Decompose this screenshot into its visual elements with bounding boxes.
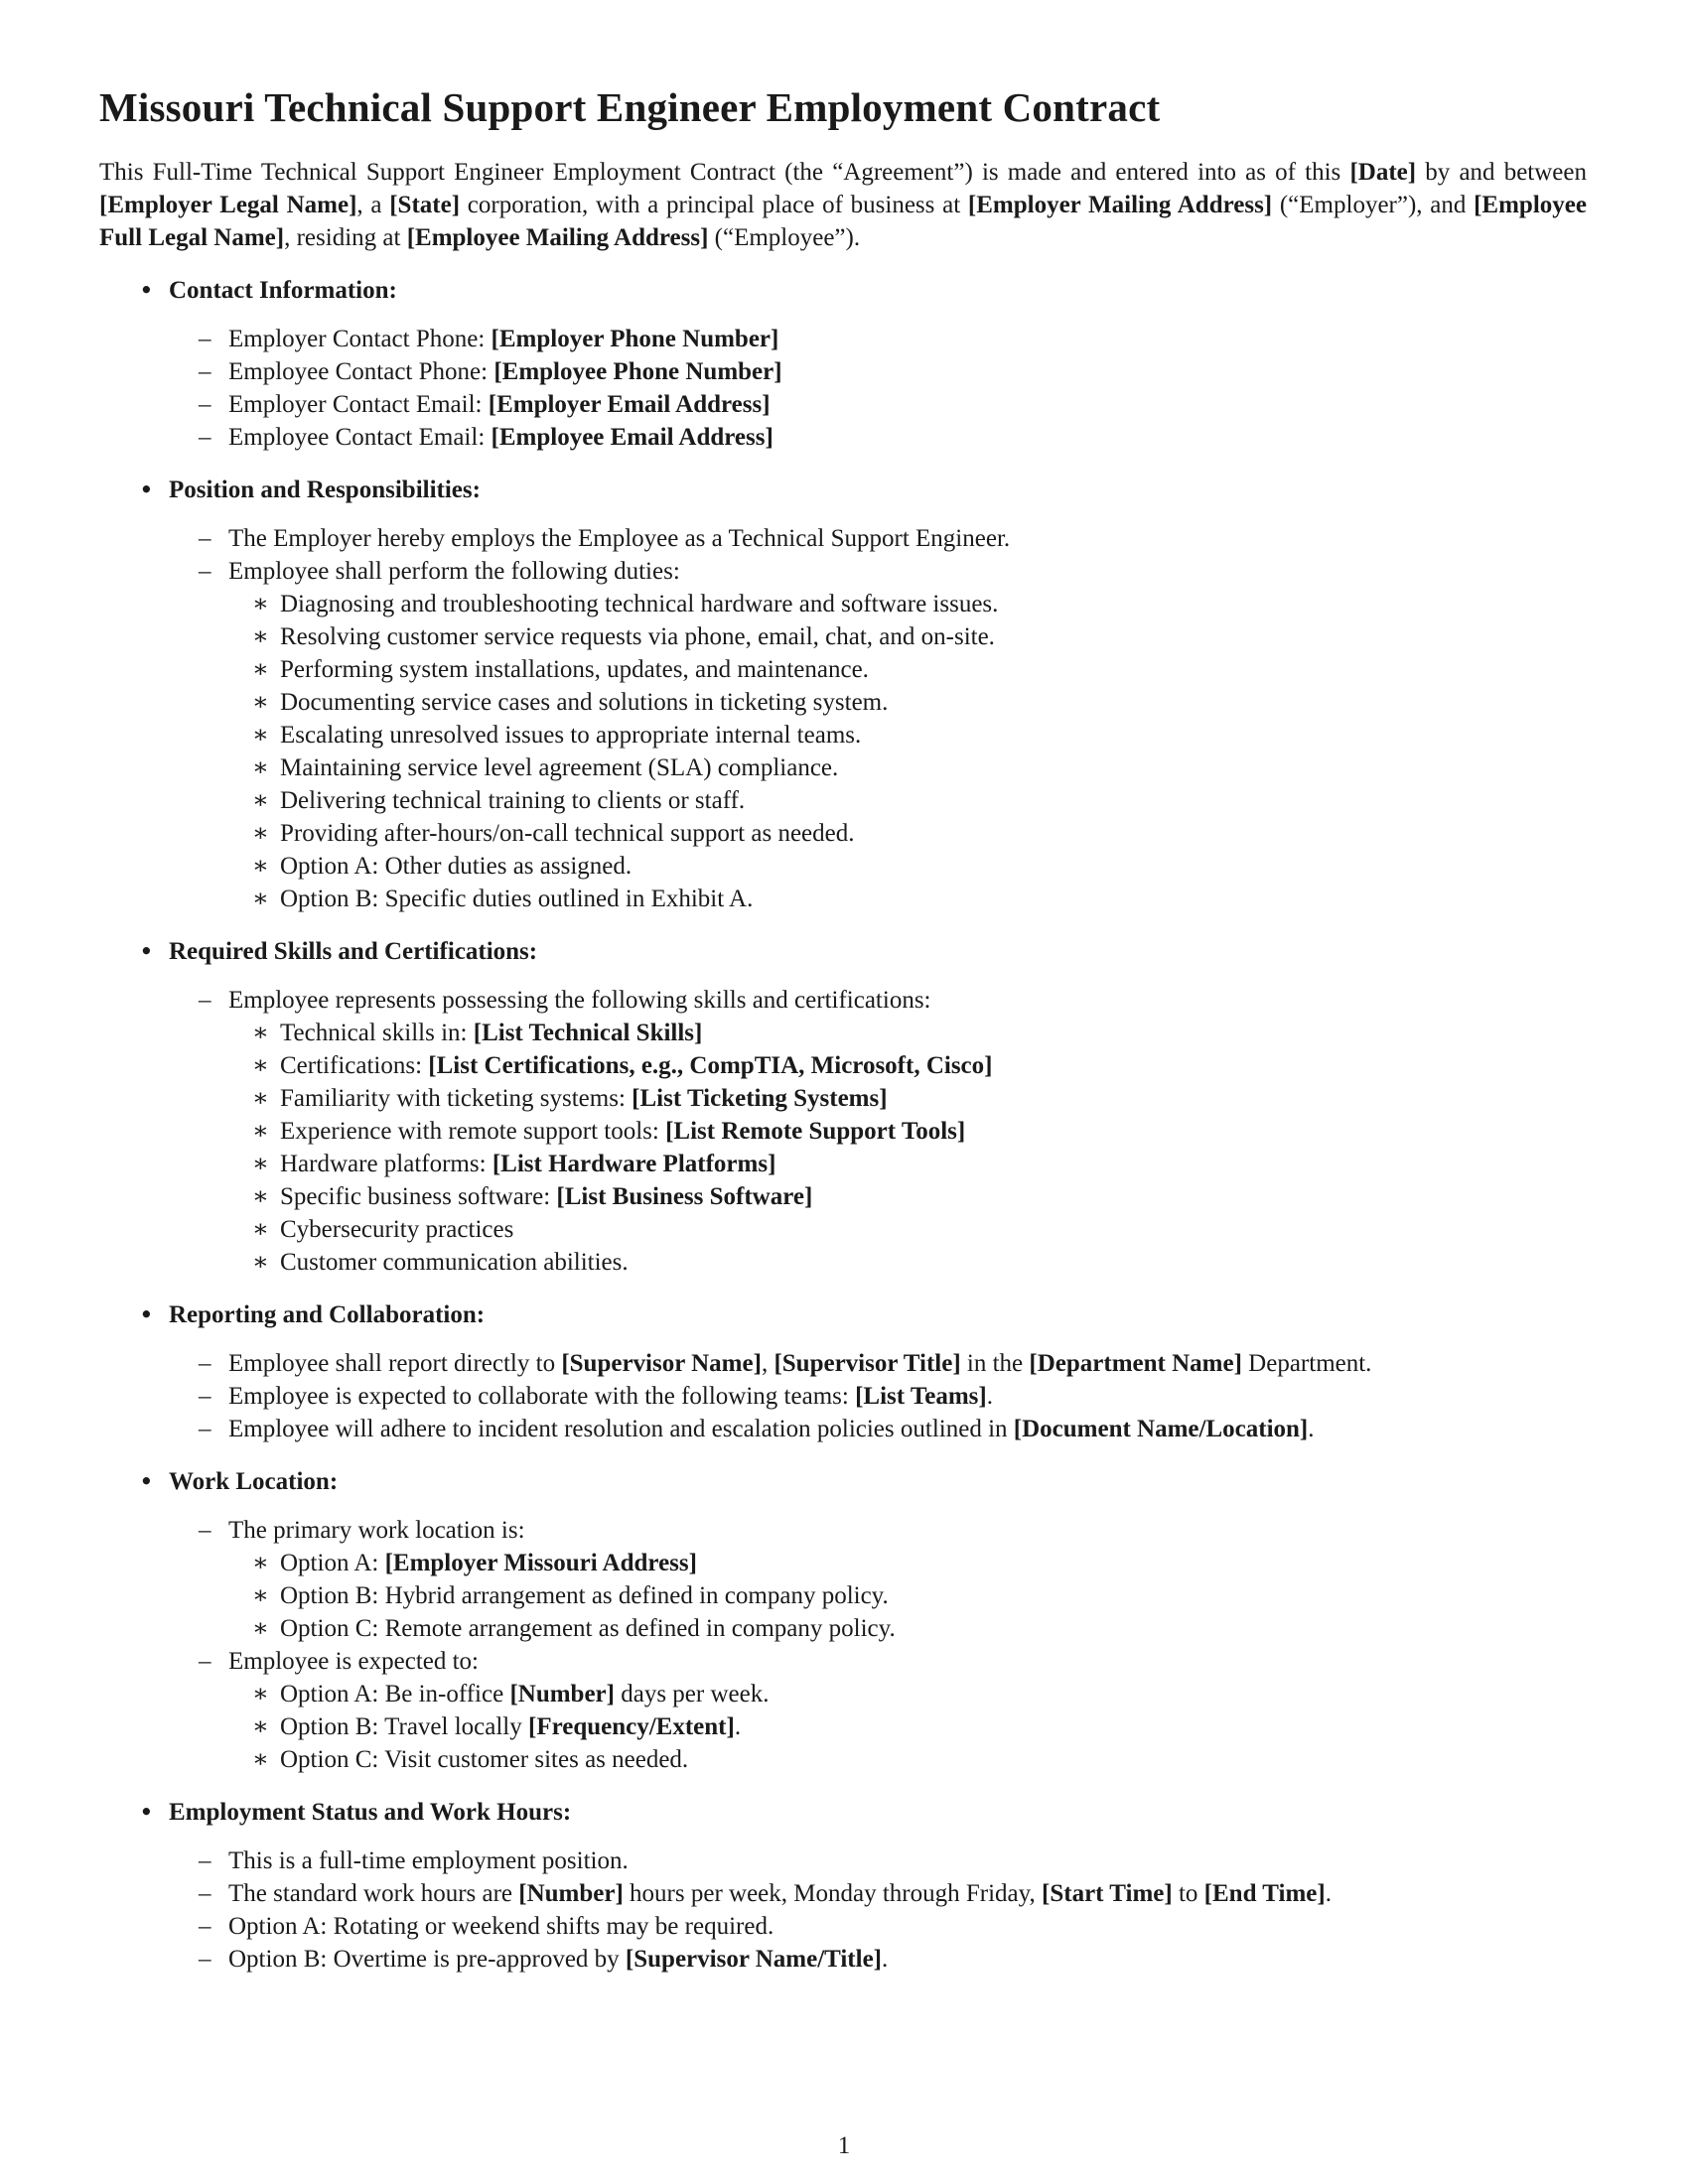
text-run: , <box>761 1350 774 1378</box>
sub-list-item <box>252 1678 1587 1710</box>
sub-item-list <box>228 588 1587 915</box>
dash-icon: – <box>199 326 211 353</box>
section <box>99 1298 1587 1445</box>
placeholder-field: [List Business Software] <box>556 1183 813 1211</box>
asterisk-icon: ∗ <box>252 1249 269 1277</box>
text-run: . <box>1308 1416 1315 1443</box>
text-run: Providing after-hours/on-call technical support as needed. <box>280 820 855 848</box>
bullet-icon: • <box>139 937 154 967</box>
dash-icon: – <box>199 1517 211 1545</box>
document-page <box>99 83 1587 1995</box>
sub-list-item <box>252 1612 1587 1645</box>
asterisk-icon: ∗ <box>252 1681 269 1708</box>
sub-list-item <box>252 1246 1587 1279</box>
item-list <box>99 522 1587 915</box>
placeholder-field: [Number] <box>518 1880 624 1908</box>
asterisk-icon: ∗ <box>252 1216 269 1244</box>
dash-icon: – <box>199 987 211 1015</box>
sub-list-item <box>252 1547 1587 1579</box>
asterisk-icon: ∗ <box>252 1183 269 1211</box>
section-heading: Work Location: <box>169 1468 339 1496</box>
text-run: . <box>1325 1880 1332 1908</box>
dash-icon: – <box>199 358 211 386</box>
placeholder-field: [Employer Mailing Address] <box>967 192 1273 219</box>
text-run: Employer Contact Email: <box>228 391 489 419</box>
dash-icon: – <box>199 1383 211 1411</box>
list-item <box>199 522 1587 555</box>
asterisk-icon: ∗ <box>252 1550 269 1577</box>
text-run: Performing system installations, updates, and maintenance. <box>280 656 869 684</box>
list-item <box>199 355 1587 388</box>
sub-list-item <box>252 1213 1587 1246</box>
list-item <box>199 421 1587 454</box>
placeholder-field: [Department Name] <box>1029 1350 1242 1378</box>
text-run: in the <box>960 1350 1030 1378</box>
list-item <box>199 1877 1587 1910</box>
sub-list-item <box>252 1579 1587 1612</box>
section-heading: Employment Status and Work Hours: <box>169 1799 572 1827</box>
text-run: days per week. <box>614 1681 770 1708</box>
dash-icon: – <box>199 1880 211 1908</box>
placeholder-field: [List Teams] <box>855 1383 987 1411</box>
text-run: Documenting service cases and solutions in ticketing system. <box>280 689 889 717</box>
asterisk-icon: ∗ <box>252 1151 269 1178</box>
list-item <box>199 1645 1587 1776</box>
list-item <box>199 1910 1587 1943</box>
dash-icon: – <box>199 1913 211 1941</box>
asterisk-icon: ∗ <box>252 689 269 717</box>
text-run: Specific business software: <box>280 1183 557 1211</box>
item-list <box>99 323 1587 454</box>
dash-icon: – <box>199 1350 211 1378</box>
bullet-icon: • <box>139 1798 154 1828</box>
text-run: Option B: Travel locally <box>280 1713 528 1741</box>
text-run: Familiarity with ticketing systems: <box>280 1085 633 1113</box>
section-list <box>99 274 1587 1976</box>
placeholder-field: [Start Time] <box>1042 1880 1173 1908</box>
text-run: Technical skills in: <box>280 1020 474 1047</box>
list-item <box>199 1347 1587 1380</box>
dash-icon: – <box>199 424 211 452</box>
list-item <box>199 388 1587 421</box>
text-run: corporation, with a principal place of business at <box>460 192 968 219</box>
text-run: by and between <box>1416 159 1587 187</box>
text-run: Employee is expected to: <box>228 1648 480 1676</box>
placeholder-field: [List Certifications, e.g., CompTIA, Microsoft, Cisco] <box>428 1052 993 1080</box>
sub-list-item <box>252 1148 1587 1180</box>
section-heading: Contact Information: <box>169 277 397 305</box>
placeholder-field: [List Technical Skills] <box>473 1020 703 1047</box>
asterisk-icon: ∗ <box>252 1085 269 1113</box>
placeholder-field: [List Ticketing Systems] <box>632 1085 888 1113</box>
sub-list-item <box>252 686 1587 719</box>
text-run: Escalating unresolved issues to appropriate internal teams. <box>280 722 862 750</box>
asterisk-icon: ∗ <box>252 886 269 913</box>
asterisk-icon: ∗ <box>252 820 269 848</box>
placeholder-field: [Employee Phone Number] <box>493 358 782 386</box>
text-run: (“Employer”), and <box>1272 192 1475 219</box>
list-item <box>199 984 1587 1279</box>
placeholder-field: [End Time] <box>1203 1880 1326 1908</box>
sub-list-item <box>252 817 1587 850</box>
placeholder-field: [Supervisor Name/Title] <box>625 1946 883 1974</box>
placeholder-field: [Supervisor Title] <box>774 1350 961 1378</box>
bullet-icon: • <box>139 1467 154 1497</box>
item-list <box>99 1844 1587 1976</box>
text-run: Department. <box>1241 1350 1372 1378</box>
asterisk-icon: ∗ <box>252 1746 269 1774</box>
text-run: Option A: Other duties as assigned. <box>280 853 633 881</box>
sub-list-item <box>252 620 1587 653</box>
placeholder-field: [Supervisor Name] <box>561 1350 762 1378</box>
text-run: to <box>1172 1880 1204 1908</box>
sub-list-item <box>252 1710 1587 1743</box>
section-heading: Required Skills and Certifications: <box>169 938 538 966</box>
asterisk-icon: ∗ <box>252 591 269 618</box>
sub-item-list <box>228 1547 1587 1645</box>
text-run: Option C: Remote arrangement as defined in company policy. <box>280 1615 896 1643</box>
asterisk-icon: ∗ <box>252 1615 269 1643</box>
sub-item-list <box>228 1678 1587 1776</box>
page-number: 1 <box>837 2132 851 2159</box>
text-run: . <box>986 1383 993 1411</box>
item-list <box>99 1347 1587 1445</box>
sub-list-item <box>252 588 1587 620</box>
text-run: Option C: Visit customer sites as needed. <box>280 1746 689 1774</box>
asterisk-icon: ∗ <box>252 722 269 750</box>
placeholder-field: [Employer Legal Name] <box>99 192 357 219</box>
section <box>99 1465 1587 1776</box>
placeholder-field: [Document Name/Location] <box>1013 1416 1309 1443</box>
text-run: Employee Contact Email: <box>228 424 492 452</box>
placeholder-field: [Employee Email Address] <box>491 424 774 452</box>
placeholder-field: [Employee Full Legal Name] <box>99 192 1587 252</box>
dash-icon: – <box>199 391 211 419</box>
dash-icon: – <box>199 1847 211 1875</box>
dash-icon: – <box>199 1648 211 1676</box>
text-run: Hardware platforms: <box>280 1151 492 1178</box>
text-run: , a <box>356 192 390 219</box>
list-item <box>199 1943 1587 1976</box>
asterisk-icon: ∗ <box>252 754 269 782</box>
list-item <box>199 323 1587 355</box>
section-heading: Position and Responsibilities: <box>169 477 481 504</box>
text-run: Delivering technical training to clients or staff. <box>280 787 746 815</box>
text-run: Option B: Hybrid arrangement as defined in company policy. <box>280 1582 889 1610</box>
item-list <box>99 1514 1587 1776</box>
sub-list-item <box>252 1049 1587 1082</box>
text-run: The standard work hours are <box>228 1880 519 1908</box>
text-run: (“Employee”). <box>708 224 861 252</box>
text-run: Employee represents possessing the following skills and certifications: <box>228 987 931 1015</box>
text-run: The primary work location is: <box>228 1517 525 1545</box>
placeholder-field: [List Hardware Platforms] <box>492 1151 776 1178</box>
asterisk-icon: ∗ <box>252 1052 269 1080</box>
text-run: . <box>882 1946 889 1974</box>
sub-list-item <box>252 1180 1587 1213</box>
text-run: Employee shall perform the following duties: <box>228 558 680 586</box>
dash-icon: – <box>199 1946 211 1974</box>
section-heading: Reporting and Collaboration: <box>169 1301 486 1329</box>
sub-list-item <box>252 751 1587 784</box>
text-run: Option A: <box>280 1550 385 1577</box>
text-run: Option B: Overtime is pre-approved by <box>228 1946 626 1974</box>
sub-list-item <box>252 1082 1587 1115</box>
list-item <box>199 1844 1587 1877</box>
section <box>99 474 1587 915</box>
placeholder-field: [List Remote Support Tools] <box>665 1118 966 1146</box>
text-run: hours per week, Monday through Friday, <box>623 1880 1043 1908</box>
text-run: Maintaining service level agreement (SLA) compliance. <box>280 754 839 782</box>
sub-list-item <box>252 1743 1587 1776</box>
text-run: Resolving customer service requests via phone, email, chat, and on-site. <box>280 623 995 651</box>
text-run: Option B: Specific duties outlined in Exhibit A. <box>280 886 754 913</box>
asterisk-icon: ∗ <box>252 623 269 651</box>
sub-item-list <box>228 1017 1587 1279</box>
text-run: Employer Contact Phone: <box>228 326 492 353</box>
asterisk-icon: ∗ <box>252 1582 269 1610</box>
text-run: Employee Contact Phone: <box>228 358 494 386</box>
dash-icon: – <box>199 1416 211 1443</box>
text-run: Employee is expected to collaborate with the following teams: <box>228 1383 856 1411</box>
sub-list-item <box>252 653 1587 686</box>
asterisk-icon: ∗ <box>252 787 269 815</box>
text-run: Experience with remote support tools: <box>280 1118 666 1146</box>
text-run: Certifications: <box>280 1052 429 1080</box>
asterisk-icon: ∗ <box>252 1118 269 1146</box>
document-title: Missouri Technical Support Engineer Employment Contract <box>99 84 1161 130</box>
text-run: , residing at <box>284 224 407 252</box>
sub-list-item <box>252 883 1587 915</box>
text-run: Option A: Be in-office <box>280 1681 510 1708</box>
text-run: Customer communication abilities. <box>280 1249 629 1277</box>
list-item <box>199 555 1587 915</box>
intro-paragraph <box>99 156 1587 254</box>
text-run: Employee will adhere to incident resolution and escalation policies outlined in <box>228 1416 1014 1443</box>
asterisk-icon: ∗ <box>252 853 269 881</box>
placeholder-field: [State] <box>389 192 461 219</box>
item-list <box>99 984 1587 1279</box>
section <box>99 1796 1587 1976</box>
sub-list-item <box>252 850 1587 883</box>
dash-icon: – <box>199 525 211 553</box>
placeholder-field: [Number] <box>509 1681 615 1708</box>
sub-list-item <box>252 1017 1587 1049</box>
text-run: This is a full-time employment position. <box>228 1847 629 1875</box>
list-item <box>199 1380 1587 1413</box>
text-run: Option A: Rotating or weekend shifts may be required. <box>228 1913 774 1941</box>
placeholder-field: [Employer Phone Number] <box>491 326 779 353</box>
section <box>99 274 1587 454</box>
text-run: The Employer hereby employs the Employee as a Technical Support Engineer. <box>228 525 1011 553</box>
text-run: Diagnosing and troubleshooting technical hardware and software issues. <box>280 591 999 618</box>
placeholder-field: [Frequency/Extent] <box>528 1713 735 1741</box>
placeholder-field: [Employer Missouri Address] <box>384 1550 697 1577</box>
placeholder-field: [Employer Email Address] <box>488 391 771 419</box>
bullet-icon: • <box>139 276 154 306</box>
sub-list-item <box>252 1115 1587 1148</box>
asterisk-icon: ∗ <box>252 656 269 684</box>
placeholder-field: [Date] <box>1349 159 1417 187</box>
text-run: This Full-Time Technical Support Engineer Employment Contract (the “Agreement”) is made and entered into as of this <box>99 159 1350 187</box>
list-item <box>199 1514 1587 1645</box>
text-run: Cybersecurity practices <box>280 1216 514 1244</box>
dash-icon: – <box>199 558 211 586</box>
asterisk-icon: ∗ <box>252 1020 269 1047</box>
bullet-icon: • <box>139 476 154 505</box>
placeholder-field: [Employee Mailing Address] <box>406 224 709 252</box>
text-run: . <box>734 1713 742 1741</box>
sub-list-item <box>252 784 1587 817</box>
section <box>99 935 1587 1279</box>
sub-list-item <box>252 719 1587 751</box>
bullet-icon: • <box>139 1300 154 1330</box>
list-item <box>199 1413 1587 1445</box>
text-run: Employee shall report directly to <box>228 1350 562 1378</box>
asterisk-icon: ∗ <box>252 1713 269 1741</box>
